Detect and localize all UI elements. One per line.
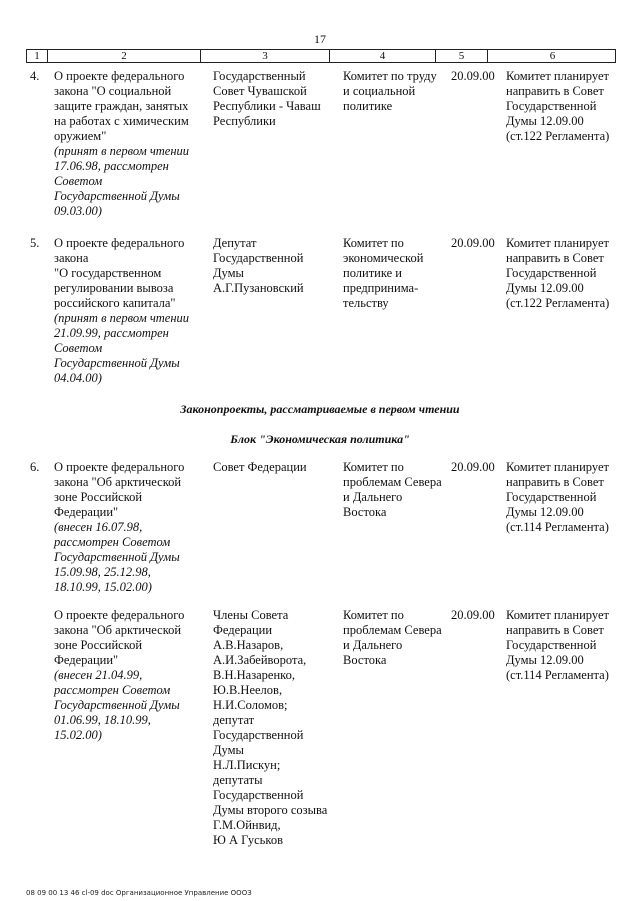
author-line: Г.М.Ойнвид,	[213, 818, 281, 832]
author-line: В.Н.Назаренко,	[213, 668, 295, 682]
title-line: О проекте федерального	[54, 608, 185, 622]
author-line: Федерации	[213, 623, 273, 637]
title-line: закона "Об арктической	[54, 623, 182, 637]
author-line: Республики	[213, 114, 276, 128]
committee-line: Комитет по труду	[343, 69, 437, 83]
plan-line: направить в Совет	[506, 84, 604, 98]
plan-cell	[506, 460, 622, 535]
plan-line: Комитет планирует	[506, 608, 609, 622]
note-line: (внесен 21.04.99,	[54, 668, 143, 682]
plan-line: (ст.122 Регламента)	[506, 296, 610, 310]
plan-line: Думы 12.09.00	[506, 653, 584, 667]
column-number-header	[26, 49, 616, 63]
title-line: на работах с химическим	[54, 114, 189, 128]
committee-cell	[343, 460, 449, 520]
plan-line: Комитет планирует	[506, 69, 609, 83]
author-line: А.И.Забейворота,	[213, 653, 307, 667]
title-line: "О государственном	[54, 266, 162, 280]
plan-line: Государственной	[506, 638, 597, 652]
committee-cell	[343, 236, 449, 311]
author-line: Думы	[213, 266, 244, 280]
committee-line: и Дальнего	[343, 638, 403, 652]
plan-line: Думы 12.09.00	[506, 505, 584, 519]
title-line: оружием"	[54, 129, 107, 143]
committee-line: проблемам Севера	[343, 475, 442, 489]
col-header: 3	[201, 50, 330, 62]
plan-cell	[506, 608, 622, 683]
committee-line: политике	[343, 99, 393, 113]
plan-line: (ст.114 Регламента)	[506, 668, 609, 682]
title-line: закона "О социальной	[54, 84, 172, 98]
committee-line: тельству	[343, 296, 389, 310]
note-line: 04.04.00)	[54, 371, 102, 385]
note-line: 15.02.00)	[54, 728, 102, 742]
author-line: Ю.В.Неелов,	[213, 683, 283, 697]
committee-line: Востока	[343, 653, 387, 667]
col-header: 6	[549, 50, 556, 62]
block-heading: Блок "Экономическая политика"	[230, 432, 410, 446]
author-line: Государственной	[213, 728, 304, 742]
committee-cell	[343, 608, 449, 668]
bill-title-cell	[54, 460, 206, 595]
title-line: российского капитала"	[54, 296, 176, 310]
bill-title-cell	[54, 236, 206, 386]
date-cell: 20.09.00	[451, 608, 495, 622]
plan-line: Государственной	[506, 490, 597, 504]
note-line: Государственной Думы	[54, 698, 180, 712]
note-line: Государственной Думы	[54, 356, 180, 370]
author-cell	[213, 460, 341, 475]
author-line: Н.И.Соломов;	[213, 698, 288, 712]
author-line: Государственной	[213, 251, 304, 265]
committee-cell	[343, 69, 449, 114]
author-line: Депутат	[213, 236, 257, 250]
author-cell	[213, 236, 341, 296]
bill-title-cell	[54, 608, 206, 743]
committee-line: и Дальнего	[343, 490, 403, 504]
title-line: О проекте федерального	[54, 69, 185, 83]
author-line: депутаты	[213, 773, 263, 787]
committee-line: Востока	[343, 505, 387, 519]
note-line: (принят в первом чтении	[54, 311, 190, 325]
author-line: Республики - Чаваш	[213, 99, 321, 113]
committee-line: экономической	[343, 251, 424, 265]
title-line: закона	[54, 251, 89, 265]
title-line: закона "Об арктической	[54, 475, 182, 489]
note-line: 17.06.98, рассмотрен	[54, 159, 169, 173]
note-line: Государственной Думы	[54, 550, 180, 564]
note-line: Государственной Думы	[54, 189, 180, 203]
date-cell: 20.09.00	[451, 236, 495, 250]
plan-line: Государственной	[506, 266, 597, 280]
note-line: 01.06.99, 18.10.99,	[54, 713, 151, 727]
author-line: Совет Чувашской	[213, 84, 307, 98]
title-line: О проекте федерального	[54, 236, 185, 250]
note-line: Советом	[54, 174, 103, 188]
note-line: (принят в первом чтении	[54, 144, 190, 158]
author-line: Ю А Гуськов	[213, 833, 283, 847]
col-header: 1	[27, 50, 48, 62]
author-line: Государственный	[213, 69, 306, 83]
plan-line: направить в Совет	[506, 623, 604, 637]
note-line: рассмотрен Советом	[54, 535, 171, 549]
title-line: Федерации"	[54, 505, 119, 519]
title-line: зоне Российской	[54, 490, 143, 504]
note-line: Советом	[54, 341, 103, 355]
committee-line: Комитет по	[343, 236, 404, 250]
plan-line: Государственной	[506, 99, 597, 113]
author-cell	[213, 69, 341, 129]
note-line: 21.09.99, рассмотрен	[54, 326, 169, 340]
author-line: А.В.Назаров,	[213, 638, 284, 652]
col-header: 5	[436, 50, 488, 62]
author-line: Думы второго созыва	[213, 803, 328, 817]
title-line: регулировании вывоза	[54, 281, 174, 295]
title-line: защите граждан, занятых	[54, 99, 189, 113]
title-line: О проекте федерального	[54, 460, 185, 474]
title-line: зоне Российской	[54, 638, 143, 652]
author-line: А.Г.Пузановский	[213, 281, 304, 295]
note-line: 15.09.98, 25.12.98,	[54, 565, 151, 579]
author-line: Н.Л.Пискун;	[213, 758, 281, 772]
author-line: Совет Федерации	[213, 460, 307, 474]
plan-line: (ст.122 Регламента)	[506, 129, 610, 143]
committee-line: и социальной	[343, 84, 416, 98]
plan-line: направить в Совет	[506, 475, 604, 489]
author-line: Члены Совета	[213, 608, 289, 622]
item-number: 6.	[30, 460, 40, 474]
author-line: Государственной	[213, 788, 304, 802]
plan-cell	[506, 69, 622, 144]
section-heading: Законопроекты, рассматриваемые в первом чтении	[180, 402, 460, 416]
item-number: 4.	[30, 69, 40, 83]
note-line: 18.10.99, 15.02.00)	[54, 580, 152, 594]
committee-line: Комитет по	[343, 608, 404, 622]
plan-cell	[506, 236, 622, 311]
committee-line: Комитет по	[343, 460, 404, 474]
bill-title-cell	[54, 69, 206, 219]
committee-line: политике и	[343, 266, 402, 280]
author-cell	[213, 608, 341, 848]
item-number: 5.	[30, 236, 40, 250]
date-cell: 20.09.00	[451, 69, 495, 83]
author-line: депутат	[213, 713, 255, 727]
committee-line: предпринима-	[343, 281, 419, 295]
footer-text: 08 09 00 13 46 cl-09 doc Организационное Управление ОООЗ	[26, 889, 252, 897]
col-header: 2	[48, 50, 201, 62]
plan-line: Думы 12.09.00	[506, 281, 584, 295]
plan-line: Комитет планирует	[506, 236, 609, 250]
plan-line: (ст.114 Регламента)	[506, 520, 609, 534]
title-line: Федерации"	[54, 653, 119, 667]
note-line: 09.03.00)	[54, 204, 102, 218]
col-header: 4	[330, 50, 436, 62]
date-cell: 20.09.00	[451, 460, 495, 474]
plan-line: Комитет планирует	[506, 460, 609, 474]
plan-line: направить в Совет	[506, 251, 604, 265]
note-line: (внесен 16.07.98,	[54, 520, 143, 534]
author-line: Думы	[213, 743, 244, 757]
plan-line: Думы 12.09.00	[506, 114, 584, 128]
note-line: рассмотрен Советом	[54, 683, 171, 697]
page-number: 17	[314, 32, 326, 46]
committee-line: проблемам Севера	[343, 623, 442, 637]
